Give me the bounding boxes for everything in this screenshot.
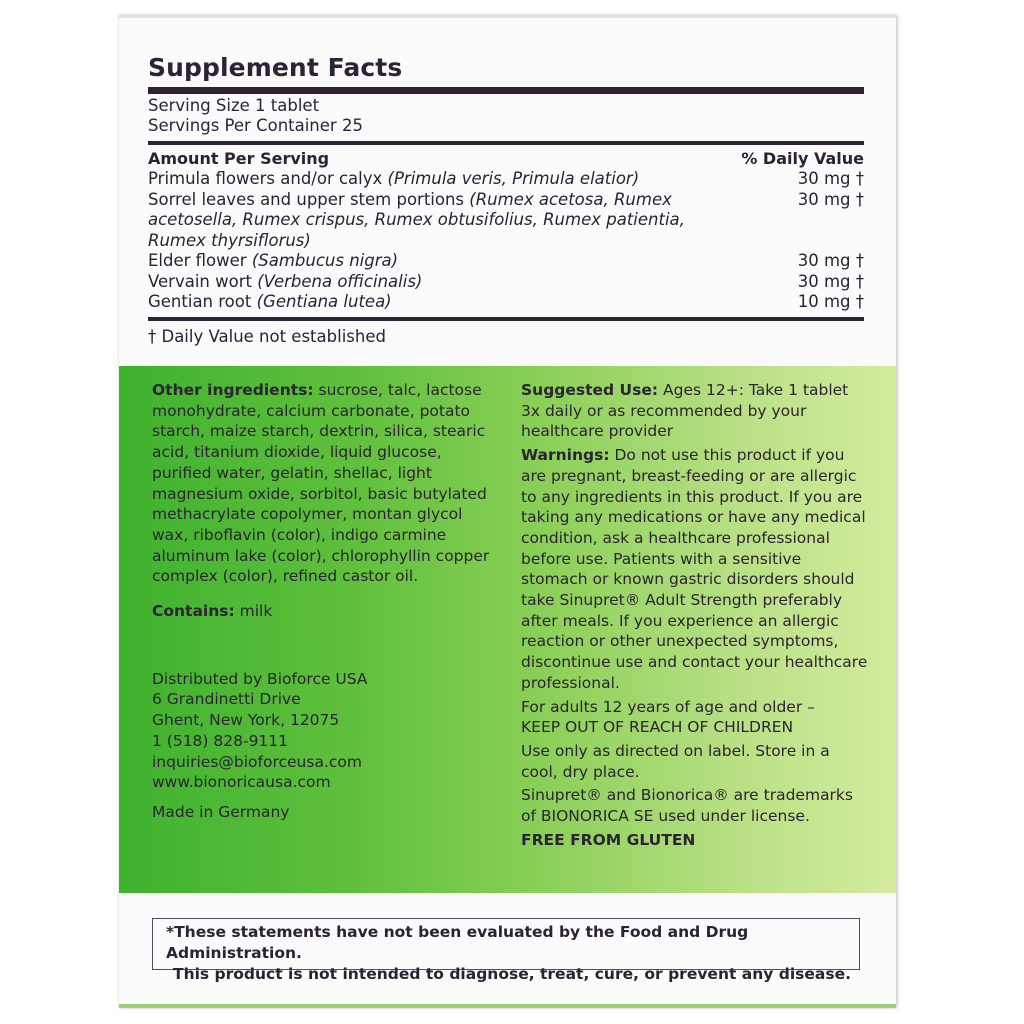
left-column (152, 380, 497, 823)
ingredient-name: Sorrel leaves and upper stem portions (148, 189, 470, 209)
fda-disclaimer (152, 918, 860, 983)
distributor-email: inquiries@bioforceusa.com (152, 752, 362, 771)
ingredient-row (148, 190, 864, 252)
green-info-panel (119, 366, 896, 893)
product-box-back (119, 15, 896, 1008)
ingredient-row (148, 272, 864, 293)
suggested-use (521, 380, 871, 442)
distributor-line: Distributed by Bioforce USA (152, 669, 368, 688)
warnings (521, 445, 871, 693)
warnings-label: Warnings: (521, 446, 610, 465)
ingredient-name: Vervain wort (148, 271, 258, 291)
ingredient-row (148, 169, 864, 190)
disclaimer-line-1: *These statements have not been evaluated by the Food and Drug Administration. (166, 923, 749, 962)
adults-note: For adults 12 years of age and older – (521, 697, 815, 716)
distributor-line: 6 Grandinetti Drive (152, 690, 301, 709)
bottom-green-strip (119, 1004, 896, 1008)
divider-medium (148, 317, 864, 321)
ingredient-row (148, 292, 864, 313)
distributor-line: Ghent, New York, 12075 (152, 711, 340, 730)
right-column (521, 380, 871, 850)
serving-info (148, 94, 864, 141)
gluten-free-note (521, 830, 871, 851)
storage-note: Use only as directed on label. Store in a cool, dry place. (521, 741, 830, 781)
supplement-facts-panel (148, 50, 864, 347)
ingredient-amount: 10 mg † (797, 292, 864, 311)
amount-per-serving-label: Amount Per Serving (148, 149, 330, 168)
servings-per-container: Servings Per Container 25 (148, 116, 363, 135)
ingredient-name: Primula flowers and/or calyx (148, 169, 388, 188)
suggested-use-label: Suggested Use: (521, 381, 659, 399)
other-ingredients (152, 380, 497, 587)
other-ingredients-label: Other ingredients: (152, 381, 314, 399)
contains-label: Contains: (152, 602, 235, 621)
ingredient-latin: (Sambucus nigra) (251, 251, 399, 270)
warnings-text: Do not use this product if you are pregnant, breast-feeding or are allergic to any ingredients in this product. If you are taking any medications or have any medical condition, ask a healthcare professional before use. Patients with a sensitive stomach or known gastric disorders should take Sinupret® Adult Strength preferably after meals. If you experience an allergic reaction or other unexpected symptoms, discontinue use and contact your healthcare professional. (521, 446, 868, 692)
other-ingredients-text: sucrose, talc, lactose monohydrate, calcium carbonate, potato starch, maize starch, dextrin, silica, stearic acid, titanium dioxide, liquid glucose, purified water, gelatin, shellac, light magnesium oxide, sorbitol, basic butylated methacrylate copolymer, montan glycol wax, riboflavin (color), indigo carmine aluminum lake (color), chlorophyllin copper complex (color), refined castor oil. (152, 381, 490, 586)
ingredient-row (148, 251, 864, 272)
amount-header-row (148, 149, 864, 169)
ingredient-amount: 30 mg † (797, 271, 864, 291)
ingredient-name: Elder flower (148, 251, 252, 270)
suggested-use-text: Ages 12+: Take 1 tablet 3x daily or as recommended by your healthcare provider (521, 381, 849, 441)
divider-medium (148, 141, 864, 145)
gluten-free-text: FREE FROM GLUTEN (521, 830, 696, 849)
distributor-website: www.bionoricausa.com (152, 773, 331, 792)
distributor-phone: 1 (518) 828-9111 (152, 731, 289, 750)
ingredient-latin: (Rumex acetosa, Rumex acetosella, Rumex crispus, Rumex obtusifolius, Rumex patientia, Rumex thyrsiflorus) (148, 189, 685, 250)
daily-value-note: † Daily Value not established (148, 326, 386, 346)
ingredient-name: Gentian root (148, 292, 257, 311)
ingredient-amount: 30 mg † (797, 189, 864, 209)
ingredient-latin: (Gentiana lutea) (256, 292, 392, 311)
trademark-note: Sinupret® and Bionorica® are trademarks of BIONORICA SE used under license. (521, 786, 853, 826)
serving-size: Serving Size 1 tablet (148, 96, 320, 115)
contains-text: milk (234, 602, 273, 621)
ingredient-amount: 30 mg † (797, 169, 864, 188)
disclaimer-line-2: This product is not intended to diagnose, treat, cure, or prevent any disease. (173, 965, 852, 983)
contains (152, 601, 497, 622)
divider-thick (148, 87, 864, 94)
keep-out-warning: KEEP OUT OF REACH OF CHILDREN (521, 718, 794, 737)
ingredient-amount: 30 mg † (797, 251, 864, 270)
facts-title: Supplement Facts (148, 53, 403, 82)
daily-value-label: % Daily Value (741, 149, 864, 168)
ingredient-latin: (Verbena officinalis) (257, 271, 423, 291)
ingredient-latin: (Primula veris, Primula elatior) (387, 169, 640, 188)
made-in: Made in Germany (152, 802, 290, 821)
